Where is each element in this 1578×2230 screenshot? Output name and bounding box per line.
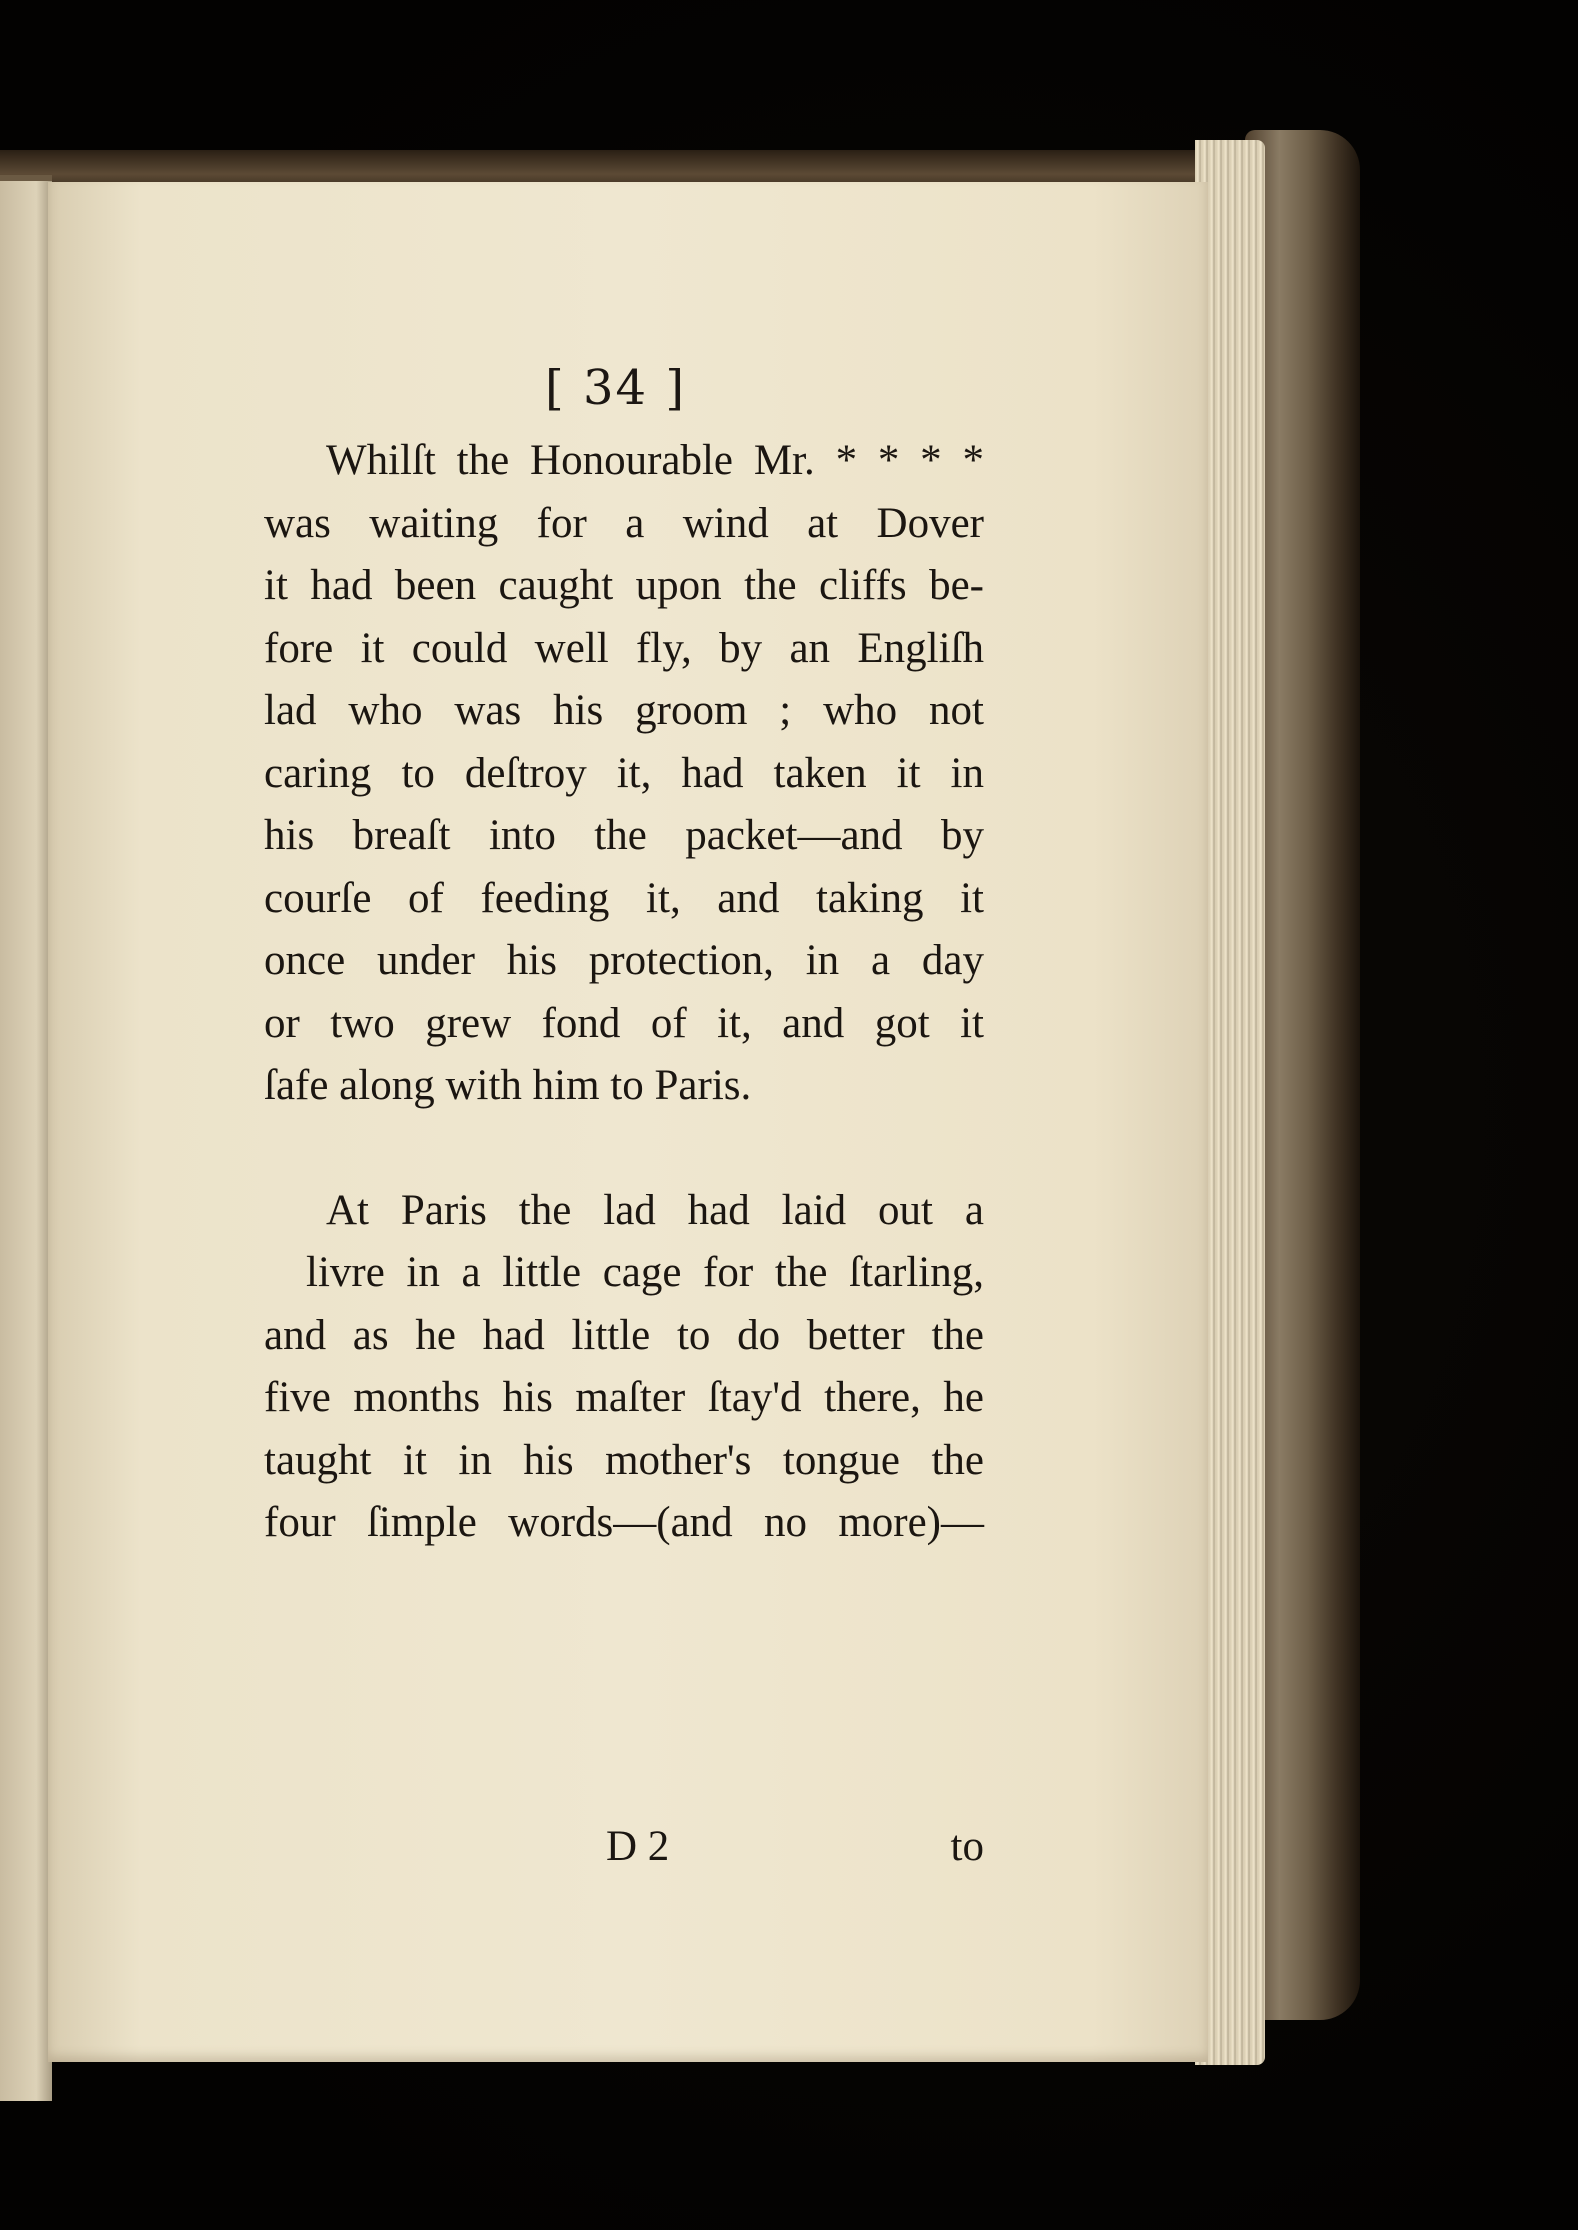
text-line: lad who was his groom ; who not	[264, 687, 984, 734]
text-line: courſe of feeding it, and taking it	[264, 874, 984, 922]
text-line: Whilſt the Honourable Mr. * * * *	[326, 437, 984, 484]
text-line: or two grew fond of it, and got it	[264, 999, 984, 1047]
text-line: ſafe along with him to Paris.	[264, 1062, 752, 1109]
text-line: livre in a little cage for the ſtarling,	[306, 1249, 984, 1296]
text-line: once under his protection, in a day	[264, 937, 984, 984]
text-line: five months his maſter ſtay'd there, he	[264, 1374, 984, 1421]
text-line: was waiting for a wind at Dover	[264, 499, 984, 547]
text-line: four ſimple words—(and no more)—	[264, 1499, 984, 1546]
page-number: [ 34 ]	[545, 360, 687, 416]
text-line: and as he had little to do better the	[264, 1311, 984, 1359]
text-line: his breaſt into the packet—and by	[264, 812, 984, 859]
page-body	[264, 430, 984, 1555]
text-line: fore it could well fly, by an Engliſh	[264, 624, 984, 672]
text-line: caring to deſtroy it, had taken it in	[264, 749, 984, 797]
text-line: it had been caught upon the cliffs be-	[264, 562, 984, 609]
facing-page-edge	[0, 175, 52, 2101]
paragraph-gap	[264, 1118, 984, 1180]
book-page	[48, 182, 1208, 2062]
signature-mark: D 2	[606, 1823, 670, 1870]
text-line: At Paris the lad had laid out a	[326, 1186, 984, 1234]
text-line: taught it in his mother's tongue the	[264, 1436, 984, 1484]
catchword: to	[950, 1823, 984, 1870]
